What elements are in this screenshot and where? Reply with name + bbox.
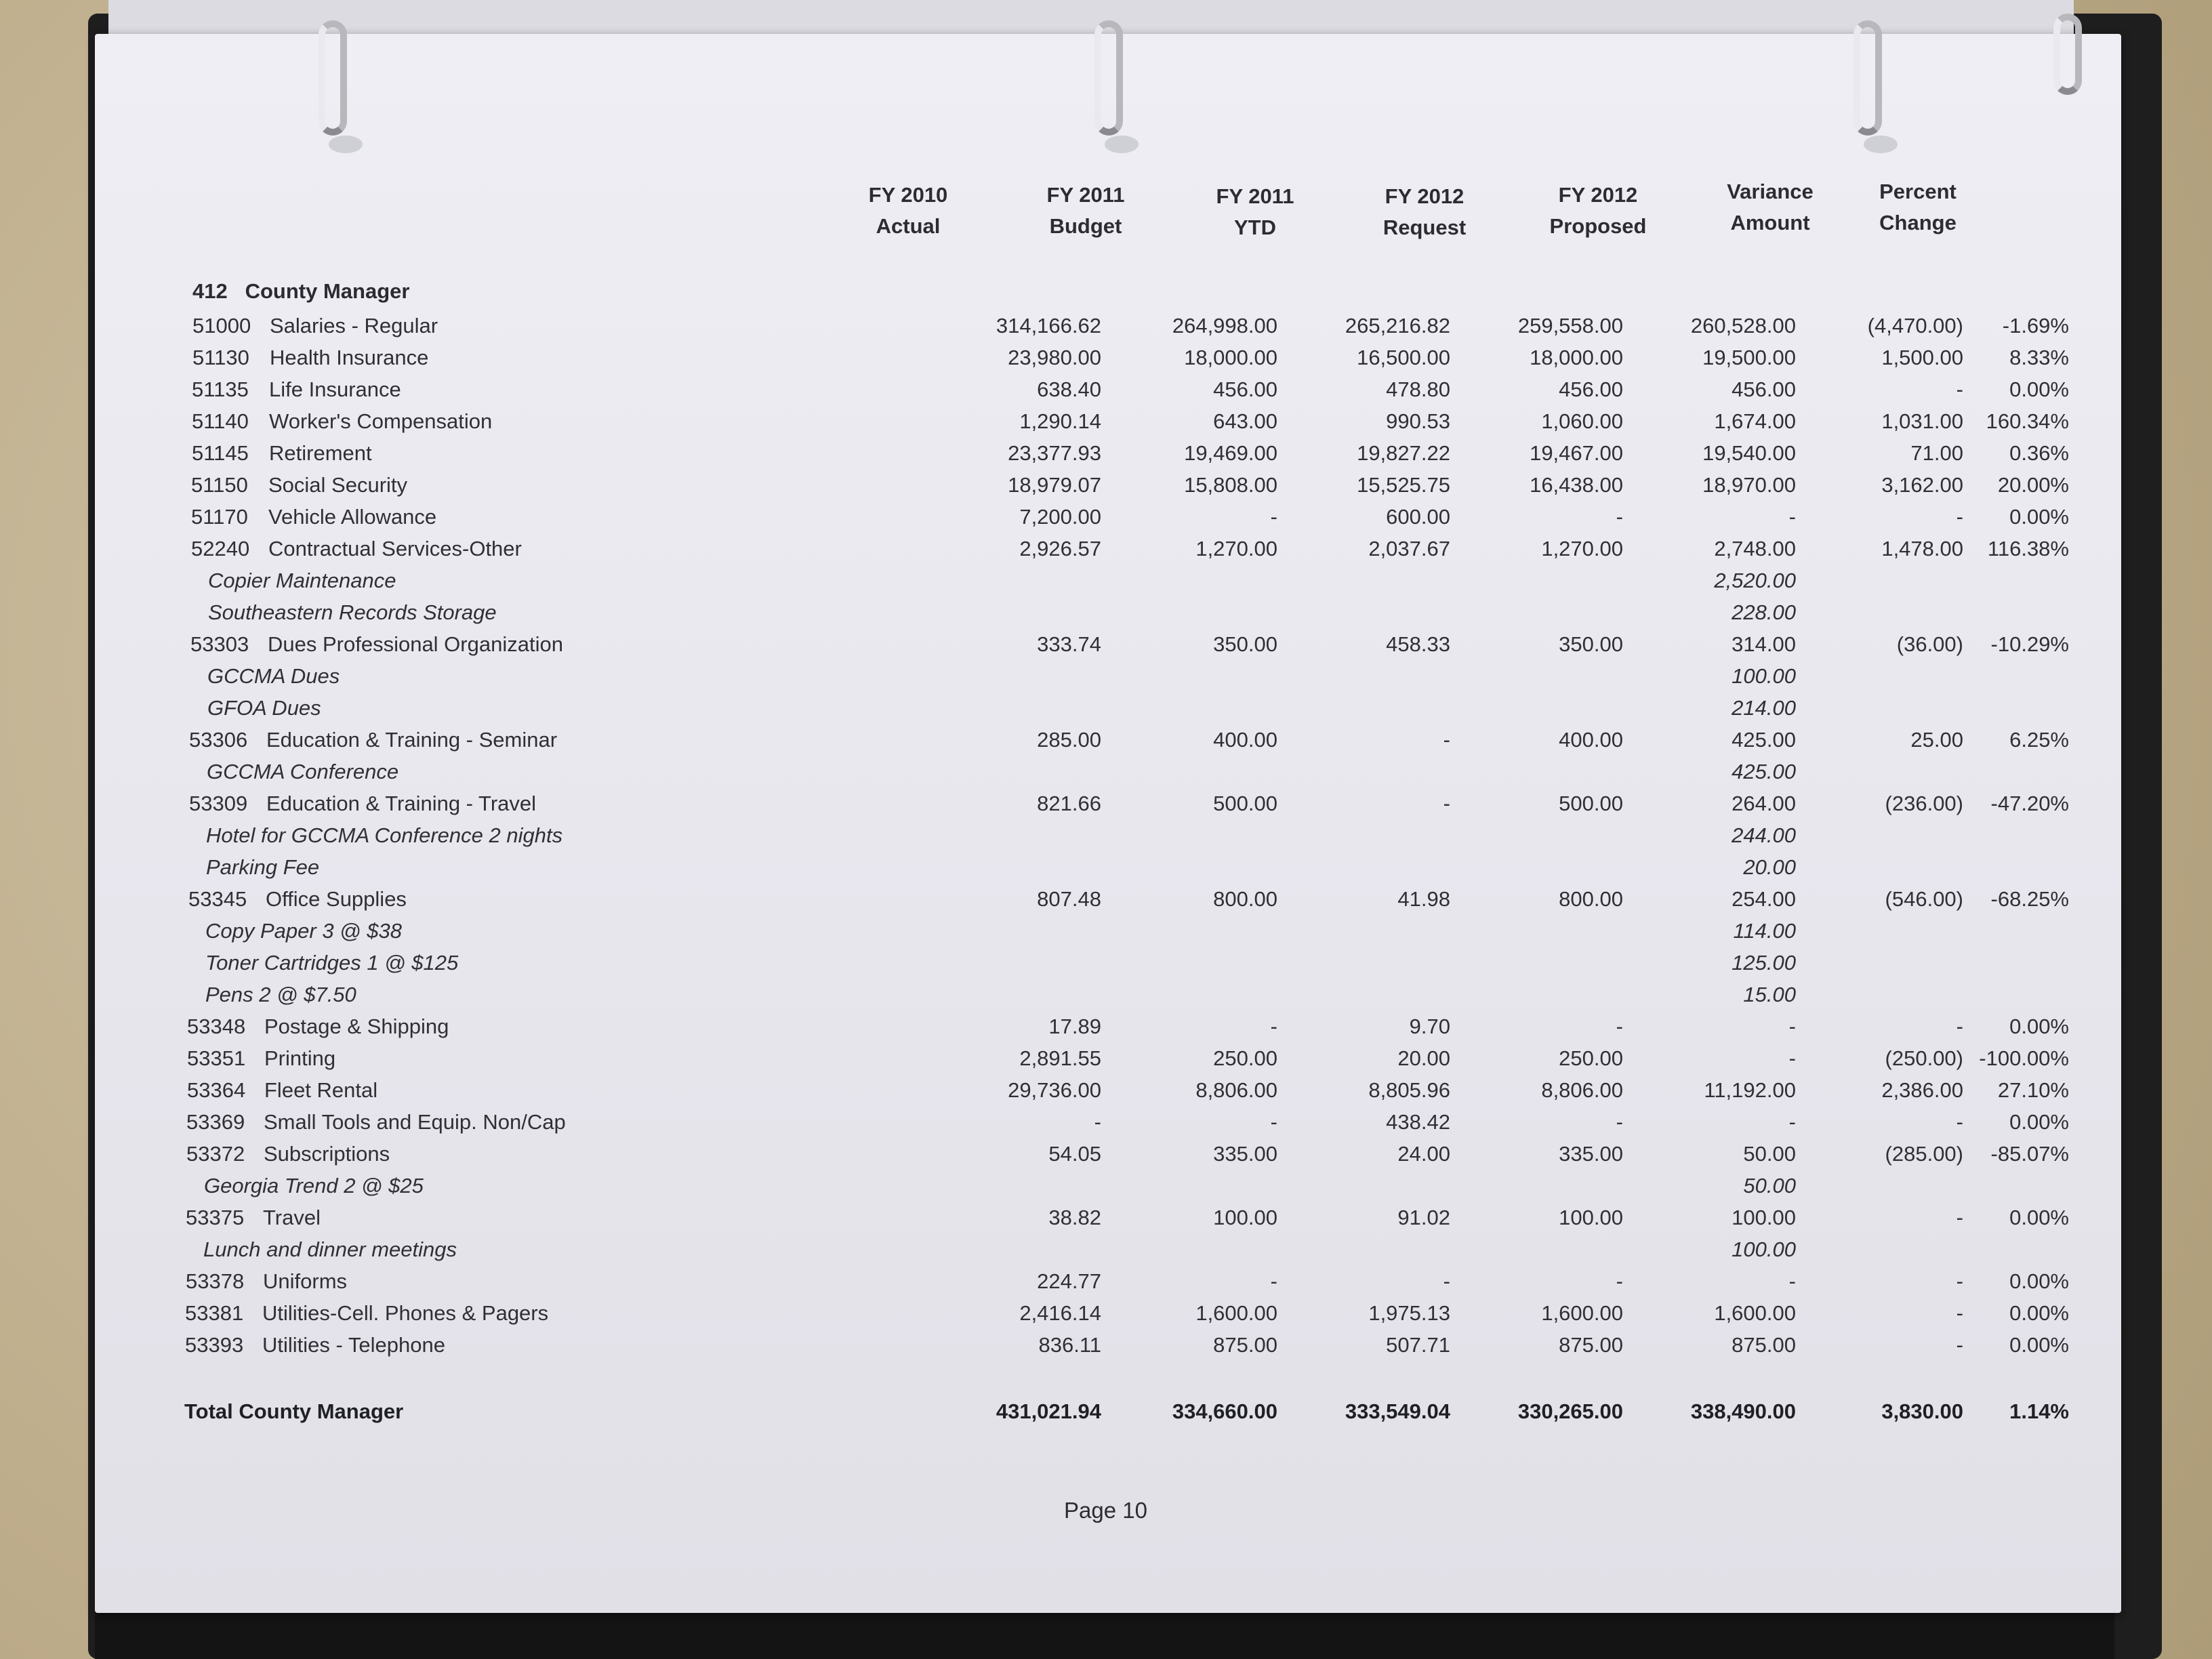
cell-request: 1,060.00: [1541, 409, 1623, 433]
detail-note-row: [95, 852, 2121, 883]
account-code: 53375: [186, 1206, 245, 1229]
account-name: Worker's Compensation: [269, 409, 493, 433]
cell-request: -: [1616, 1015, 1623, 1038]
account-code: 53351: [187, 1046, 246, 1070]
section-code: 412: [192, 279, 228, 303]
cell-request: 16,438.00: [1530, 473, 1623, 497]
account-name: Salaries - Regular: [270, 314, 438, 337]
account-name: Dues Professional Organization: [268, 632, 563, 656]
cell-budget: 456.00: [1213, 377, 1277, 401]
account-code: 53381: [185, 1301, 244, 1325]
column-header-line2: Amount: [1730, 211, 1810, 234]
cell-proposed: 11,192.00: [1704, 1078, 1796, 1102]
cell-variance: -: [1956, 1110, 1963, 1134]
column-header-line2: Budget: [1049, 214, 1122, 238]
cell-budget: 19,469.00: [1184, 441, 1277, 465]
column-header-line1: FY 2012: [1385, 184, 1465, 208]
binder-ring: [1853, 20, 1882, 136]
cell-ytd: 478.80: [1386, 377, 1450, 401]
cell-pct: 116.38%: [1987, 537, 2069, 560]
table-row: [95, 470, 2121, 501]
cell-request: 456.00: [1559, 377, 1623, 401]
cell-pct: 27.10%: [1997, 1078, 2069, 1102]
detail-proposed-amount: 15.00: [1743, 983, 1796, 1006]
table-row: [95, 533, 2121, 565]
cell-fy2010: 29,736.00: [1008, 1078, 1101, 1102]
table-row: [95, 310, 2121, 342]
detail-note: Copier Maintenance: [208, 569, 396, 592]
cell-budget: 250.00: [1213, 1046, 1277, 1070]
cell-variance: -: [1956, 1015, 1963, 1038]
cell-budget: -: [1270, 1269, 1277, 1293]
cell-ytd: 20.00: [1397, 1046, 1450, 1070]
detail-note: Southeastern Records Storage: [208, 600, 497, 624]
cell-pct: 0.00%: [2009, 1301, 2069, 1325]
cell-budget: 264,998.00: [1172, 314, 1277, 337]
cell-ytd: 16,500.00: [1357, 346, 1450, 369]
cell-fy2010: 23,377.93: [1008, 441, 1101, 465]
cell-proposed: 456.00: [1732, 377, 1796, 401]
account-code: 53303: [190, 632, 249, 656]
cell-variance: -: [1956, 1333, 1963, 1357]
cell-pct: 0.00%: [2009, 505, 2069, 529]
detail-note: GFOA Dues: [207, 696, 321, 720]
account-code: 52240: [191, 537, 250, 560]
cell-variance: 71.00: [1910, 441, 1963, 465]
table-row: [95, 1266, 2121, 1297]
cell-budget: -: [1270, 1015, 1277, 1038]
cell-variance: -: [1956, 505, 1963, 529]
table-row: [95, 406, 2121, 437]
cell-pct: -85.07%: [1990, 1142, 2069, 1166]
cell-budget: 500.00: [1213, 792, 1277, 815]
cell-request: 500.00: [1559, 792, 1623, 815]
cell-fy2010: -: [1094, 1110, 1101, 1134]
column-header-line1: FY 2010: [868, 183, 948, 207]
cell-budget: 350.00: [1213, 632, 1277, 656]
column-header-line2: Request: [1382, 216, 1467, 239]
account-code: 51000: [192, 314, 251, 337]
cell-ytd: -: [1443, 1269, 1450, 1293]
cell-pct: 0.00%: [2009, 1015, 2069, 1038]
cell-fy2010: 23,980.00: [1008, 346, 1101, 369]
column-header-line1: FY 2011: [1046, 183, 1125, 207]
cell-proposed: -: [1788, 1015, 1796, 1038]
detail-note-row: [95, 947, 2121, 979]
column-header-line1: Percent: [1879, 180, 1957, 203]
cell-ytd: 990.53: [1386, 409, 1450, 433]
cell-pct: -47.20%: [1990, 792, 2069, 815]
cell-proposed: 50.00: [1743, 1142, 1796, 1166]
detail-note: Georgia Trend 2 @ $25: [204, 1174, 424, 1197]
table-row: [95, 1139, 2121, 1170]
table-row: [95, 1202, 2121, 1233]
cell-budget: 1,600.00: [1195, 1301, 1277, 1325]
cell-budget: 643.00: [1213, 409, 1277, 433]
cell-variance: (236.00): [1885, 792, 1963, 815]
account-code: 53369: [186, 1110, 245, 1134]
detail-note-row: [95, 820, 2121, 851]
detail-proposed-amount: 100.00: [1732, 664, 1796, 688]
detail-note: Toner Cartridges 1 @ $125: [205, 951, 459, 975]
cell-proposed: -: [1788, 1269, 1796, 1293]
cell-request: 100.00: [1559, 1206, 1623, 1229]
cell-proposed: -: [1788, 1046, 1796, 1070]
detail-note: GCCMA Conference: [207, 760, 399, 783]
cell-ytd: 8,805.96: [1368, 1078, 1450, 1102]
cell-proposed: 19,540.00: [1702, 441, 1796, 465]
account-name: Contractual Services-Other: [268, 537, 522, 560]
cell-request: 19,467.00: [1530, 441, 1623, 465]
total-percent-change: 1.14%: [2009, 1399, 2069, 1423]
cell-request: 400.00: [1559, 728, 1623, 752]
total-variance: 3,830.00: [1881, 1399, 1963, 1423]
cell-ytd: 438.42: [1386, 1110, 1450, 1134]
cell-fy2010: 333.74: [1037, 632, 1101, 656]
binder-ring: [2053, 14, 2082, 95]
table-row: [95, 884, 2121, 915]
cell-proposed: 254.00: [1732, 887, 1796, 911]
cell-request: 250.00: [1559, 1046, 1623, 1070]
cell-fy2010: 807.48: [1037, 887, 1101, 911]
detail-proposed-amount: 114.00: [1733, 919, 1796, 943]
total-row: [95, 1396, 2121, 1427]
cell-proposed: 425.00: [1732, 728, 1796, 752]
account-name: Social Security: [268, 473, 408, 497]
cell-proposed: 264.00: [1732, 792, 1796, 815]
detail-note: Lunch and dinner meetings: [203, 1237, 457, 1261]
account-code: 53345: [188, 887, 247, 911]
cell-ytd: -: [1443, 792, 1450, 815]
account-code: 53372: [186, 1142, 245, 1166]
cell-fy2010: 2,926.57: [1019, 537, 1101, 560]
cell-pct: 8.33%: [2009, 346, 2069, 369]
cell-proposed: 100.00: [1732, 1206, 1796, 1229]
detail-note-row: [95, 661, 2121, 692]
detail-note-row: [95, 597, 2121, 628]
cell-request: 350.00: [1559, 632, 1623, 656]
table-row: [95, 1107, 2121, 1138]
cell-fy2010: 7,200.00: [1019, 505, 1101, 529]
account-name: Utilities - Telephone: [262, 1333, 445, 1357]
account-name: Education & Training - Travel: [266, 792, 537, 815]
detail-note: GCCMA Dues: [207, 664, 340, 688]
total-label: Total County Manager: [184, 1399, 404, 1423]
table-row: [95, 1043, 2121, 1074]
detail-proposed-amount: 2,520.00: [1714, 569, 1796, 592]
table-row: [95, 1298, 2121, 1329]
cell-pct: 0.00%: [2009, 377, 2069, 401]
cell-variance: 3,162.00: [1881, 473, 1963, 497]
cell-request: -: [1616, 1269, 1623, 1293]
column-header-line2: Proposed: [1549, 214, 1647, 238]
cell-proposed: 1,600.00: [1714, 1301, 1796, 1325]
account-name: Utilities-Cell. Phones & Pagers: [262, 1301, 549, 1325]
cell-proposed: -: [1788, 1110, 1796, 1134]
cell-pct: 6.25%: [2009, 728, 2069, 752]
section-title: [192, 279, 409, 304]
table-row: [95, 374, 2121, 405]
cell-variance: 1,500.00: [1881, 346, 1963, 369]
punch-hole: [329, 136, 363, 153]
cell-fy2010: 17.89: [1048, 1015, 1101, 1038]
cell-variance: 1,478.00: [1881, 537, 1963, 560]
detail-note-row: [95, 565, 2121, 596]
cell-variance: 25.00: [1910, 728, 1963, 752]
cell-variance: -: [1956, 1269, 1963, 1293]
cell-budget: 800.00: [1213, 887, 1277, 911]
cell-proposed: -: [1788, 505, 1796, 529]
cell-request: -: [1616, 1110, 1623, 1134]
cell-pct: 20.00%: [1997, 473, 2069, 497]
cell-pct: -1.69%: [2002, 314, 2069, 337]
cell-budget: 335.00: [1213, 1142, 1277, 1166]
account-code: 51145: [192, 441, 249, 465]
detail-proposed-amount: 244.00: [1732, 823, 1796, 847]
cell-fy2010: 224.77: [1037, 1269, 1101, 1293]
cell-ytd: 41.98: [1397, 887, 1450, 911]
cell-proposed: 1,674.00: [1714, 409, 1796, 433]
cell-variance: (250.00): [1885, 1046, 1963, 1070]
detail-proposed-amount: 214.00: [1732, 696, 1796, 720]
cell-proposed: 2,748.00: [1714, 537, 1796, 560]
account-name: Education & Training - Seminar: [266, 728, 558, 752]
total-proposed: 338,490.00: [1690, 1399, 1796, 1423]
detail-proposed-amount: 125.00: [1732, 951, 1796, 975]
cell-proposed: 875.00: [1732, 1333, 1796, 1357]
column-header-line2: YTD: [1234, 216, 1276, 239]
cell-pct: -100.00%: [1979, 1046, 2069, 1070]
cell-variance: -: [1956, 1206, 1963, 1229]
account-name: Printing: [264, 1046, 336, 1070]
detail-note-row: [95, 756, 2121, 787]
table-row: [95, 1011, 2121, 1042]
cell-proposed: 260,528.00: [1690, 314, 1796, 337]
column-header-line1: FY 2012: [1558, 183, 1638, 207]
table-row: [95, 342, 2121, 373]
table-row: [95, 501, 2121, 533]
account-name: Office Supplies: [266, 887, 407, 911]
account-name: Retirement: [269, 441, 372, 465]
detail-note: Parking Fee: [206, 855, 320, 879]
cell-fy2010: 1,290.14: [1019, 409, 1101, 433]
cell-ytd: -: [1443, 728, 1450, 752]
cell-proposed: 18,970.00: [1702, 473, 1796, 497]
cell-ytd: 9.70: [1409, 1015, 1450, 1038]
column-header: [1809, 176, 2026, 239]
account-name: Health Insurance: [270, 346, 429, 369]
cell-ytd: 1,975.13: [1368, 1301, 1450, 1325]
cell-budget: 18,000.00: [1184, 346, 1277, 369]
account-name: Vehicle Allowance: [268, 505, 437, 529]
cell-ytd: 600.00: [1386, 505, 1450, 529]
cell-variance: -: [1956, 377, 1963, 401]
punch-hole: [1105, 136, 1139, 153]
detail-proposed-amount: 50.00: [1743, 1174, 1796, 1197]
punch-hole: [1864, 136, 1898, 153]
cell-ytd: 24.00: [1397, 1142, 1450, 1166]
detail-note: Copy Paper 3 @ $38: [205, 919, 402, 943]
table-row: [95, 438, 2121, 469]
cell-pct: 0.00%: [2009, 1269, 2069, 1293]
cell-request: 875.00: [1559, 1333, 1623, 1357]
budget-page: [95, 34, 2121, 1613]
account-name: Small Tools and Equip. Non/Cap: [264, 1110, 566, 1134]
total-ytd: 333,549.04: [1345, 1399, 1450, 1423]
account-name: Life Insurance: [269, 377, 401, 401]
column-header-line2: Change: [1879, 211, 1957, 234]
account-name: Subscriptions: [264, 1142, 390, 1166]
cell-budget: 1,270.00: [1195, 537, 1277, 560]
cell-request: 18,000.00: [1530, 346, 1623, 369]
section-name: County Manager: [245, 279, 410, 303]
cell-request: 800.00: [1559, 887, 1623, 911]
cell-pct: 0.00%: [2009, 1110, 2069, 1134]
binder-ring: [1094, 20, 1123, 136]
cell-fy2010: 2,891.55: [1019, 1046, 1101, 1070]
cell-variance: (4,470.00): [1867, 314, 1963, 337]
total-fy2010: 431,021.94: [996, 1399, 1101, 1423]
cell-pct: 160.34%: [1986, 409, 2069, 433]
detail-note-row: [95, 1170, 2121, 1202]
cell-variance: (285.00): [1885, 1142, 1963, 1166]
cell-variance: (546.00): [1885, 887, 1963, 911]
cell-ytd: 19,827.22: [1357, 441, 1450, 465]
account-code: 53393: [185, 1333, 244, 1357]
cell-ytd: 91.02: [1397, 1206, 1450, 1229]
cell-request: 259,558.00: [1517, 314, 1623, 337]
table-row: [95, 788, 2121, 819]
cell-ytd: 458.33: [1386, 632, 1450, 656]
cell-variance: (36.00): [1896, 632, 1963, 656]
cell-pct: -68.25%: [1990, 887, 2069, 911]
cell-pct: 0.00%: [2009, 1206, 2069, 1229]
cell-ytd: 2,037.67: [1368, 537, 1450, 560]
page-number: Page 10: [1064, 1498, 1147, 1523]
column-header-line2: Actual: [876, 214, 941, 238]
account-code: 53364: [187, 1078, 246, 1102]
detail-proposed-amount: 20.00: [1743, 855, 1796, 879]
table-row: [95, 629, 2121, 660]
cell-request: 1,270.00: [1541, 537, 1623, 560]
account-name: Postage & Shipping: [264, 1015, 449, 1038]
cell-fy2010: 638.40: [1037, 377, 1101, 401]
account-code: 53378: [186, 1269, 245, 1293]
account-name: Travel: [263, 1206, 321, 1229]
cell-pct: -10.29%: [1990, 632, 2069, 656]
cell-request: 335.00: [1559, 1142, 1623, 1166]
account-code: 51150: [191, 473, 248, 497]
cell-variance: 2,386.00: [1881, 1078, 1963, 1102]
account-code: 53309: [189, 792, 248, 815]
cell-fy2010: 285.00: [1037, 728, 1101, 752]
cell-variance: 1,031.00: [1881, 409, 1963, 433]
account-code: 51130: [192, 346, 249, 369]
cell-pct: 0.36%: [2009, 441, 2069, 465]
cell-request: -: [1616, 505, 1623, 529]
detail-note-row: [95, 916, 2121, 947]
cell-budget: -: [1270, 1110, 1277, 1134]
cell-fy2010: 314,166.62: [996, 314, 1101, 337]
account-name: Fleet Rental: [264, 1078, 378, 1102]
cell-budget: 400.00: [1213, 728, 1277, 752]
cell-budget: 100.00: [1213, 1206, 1277, 1229]
cell-pct: 0.00%: [2009, 1333, 2069, 1357]
cell-fy2010: 836.11: [1038, 1333, 1101, 1357]
detail-note-row: [95, 693, 2121, 724]
detail-note: Pens 2 @ $7.50: [205, 983, 356, 1006]
total-request: 330,265.00: [1517, 1399, 1623, 1423]
cell-ytd: 507.71: [1386, 1333, 1450, 1357]
account-code: 51170: [191, 505, 248, 529]
cell-budget: 15,808.00: [1184, 473, 1277, 497]
cell-request: 8,806.00: [1541, 1078, 1623, 1102]
cell-fy2010: 54.05: [1048, 1142, 1101, 1166]
total-budget: 334,660.00: [1172, 1399, 1277, 1423]
detail-proposed-amount: 100.00: [1732, 1237, 1796, 1261]
cell-fy2010: 38.82: [1048, 1206, 1101, 1229]
detail-proposed-amount: 425.00: [1732, 760, 1796, 783]
binder-ring: [319, 20, 347, 136]
table-row: [95, 724, 2121, 756]
cell-ytd: 265,216.82: [1345, 314, 1450, 337]
table-row: [95, 1330, 2121, 1361]
cell-fy2010: 18,979.07: [1008, 473, 1101, 497]
account-code: 53306: [189, 728, 248, 752]
detail-note-row: [95, 979, 2121, 1010]
column-header-line1: Variance: [1727, 180, 1814, 203]
cell-budget: 8,806.00: [1195, 1078, 1277, 1102]
account-name: Uniforms: [263, 1269, 348, 1293]
account-code: 51135: [192, 377, 249, 401]
table-row: [95, 1075, 2121, 1106]
cell-request: 1,600.00: [1541, 1301, 1623, 1325]
cell-fy2010: 2,416.14: [1019, 1301, 1101, 1325]
cell-variance: -: [1956, 1301, 1963, 1325]
cell-fy2010: 821.66: [1037, 792, 1101, 815]
cell-ytd: 15,525.75: [1357, 473, 1450, 497]
detail-note-row: [95, 1234, 2121, 1265]
detail-note: Hotel for GCCMA Conference 2 nights: [206, 823, 563, 847]
cell-proposed: 19,500.00: [1702, 346, 1796, 369]
cell-proposed: 314.00: [1732, 632, 1796, 656]
column-header-line1: FY 2011: [1216, 184, 1294, 208]
account-code: 53348: [187, 1015, 246, 1038]
cell-budget: 875.00: [1213, 1333, 1277, 1357]
cell-budget: -: [1270, 505, 1277, 529]
detail-proposed-amount: 228.00: [1732, 600, 1796, 624]
account-code: 51140: [192, 409, 249, 433]
